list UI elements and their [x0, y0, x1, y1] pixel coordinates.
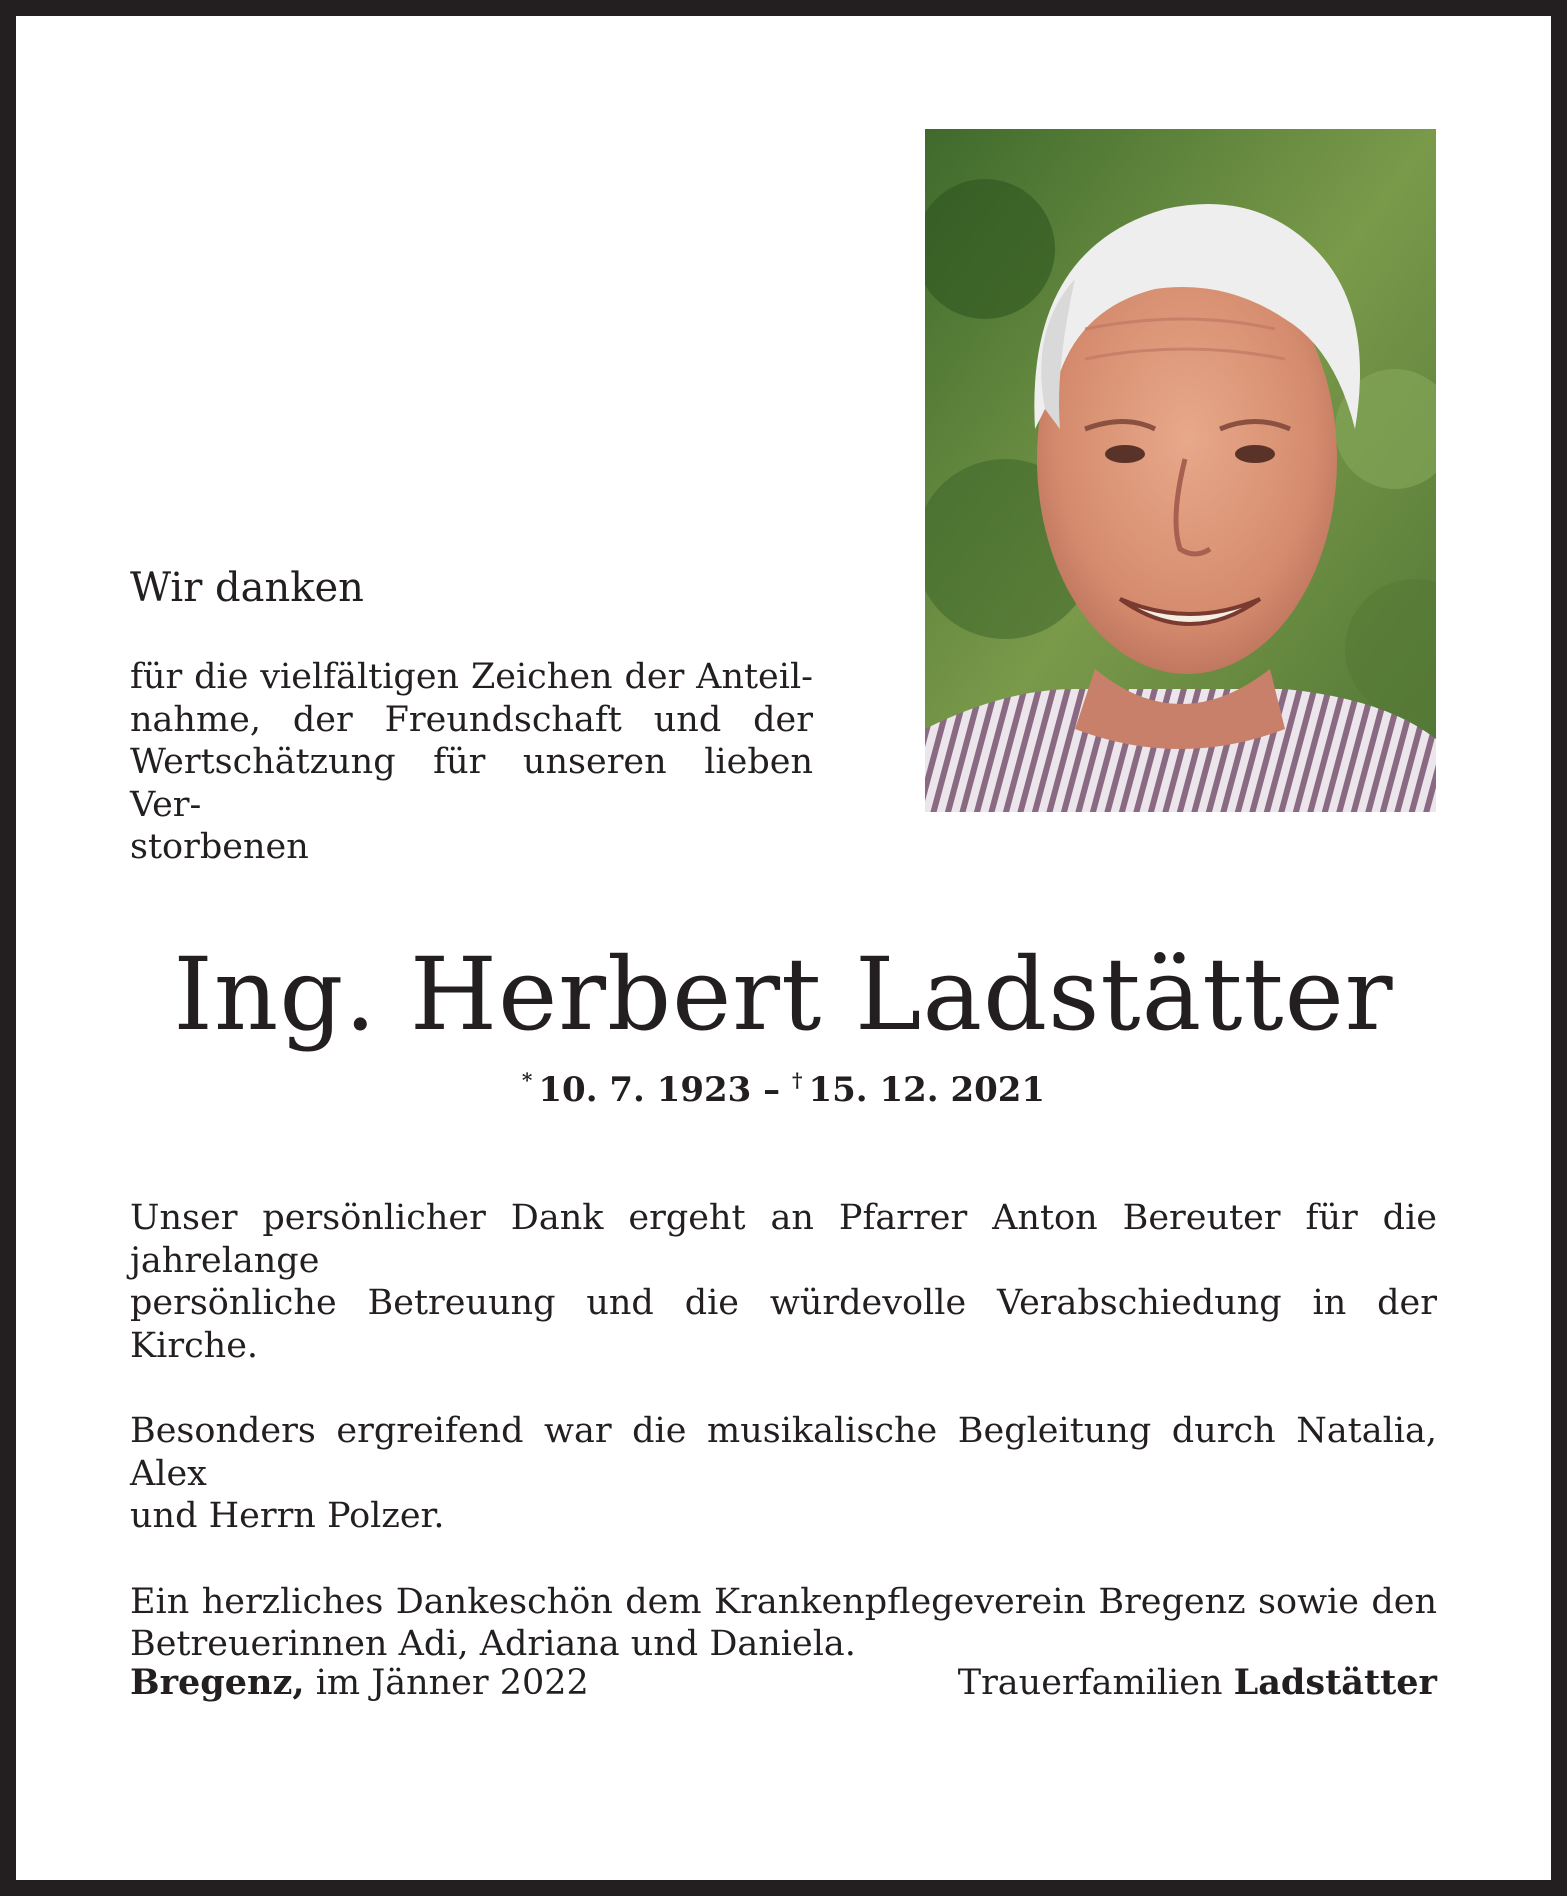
paragraph-line: Besonders ergreifend war die musikalische Begleitung durch Natalia, Alex [130, 1411, 1437, 1494]
thanks-body [130, 1197, 1437, 1709]
death-mark: † [792, 1068, 803, 1092]
footer-place: Bregenz, [130, 1662, 305, 1703]
paragraph-line: Unser persönlicher Dank ergeht an Pfarrer Anton Bereuter für die jahrelange [130, 1198, 1437, 1281]
paragraph-line: und Herrn Polzer. [130, 1496, 445, 1536]
birth-mark: * [521, 1068, 533, 1092]
family-name: Ladstätter [1233, 1662, 1437, 1703]
intro-text [130, 656, 813, 869]
footer-date: im Jänner 2022 [315, 1663, 589, 1703]
intro-line: für die vielfältigen Zeichen der Anteil- [130, 657, 813, 697]
place-and-date [130, 1660, 589, 1706]
intro-line: storbenen [130, 827, 309, 867]
thanks-paragraph [130, 1197, 1437, 1367]
paragraph-line: Betreuerinnen Adi, Adriana und Daniela. [130, 1624, 856, 1664]
date-separator: – [763, 1070, 781, 1110]
thanks-paragraph [130, 1581, 1437, 1666]
intro-block [130, 562, 813, 869]
family-signature [958, 1660, 1437, 1706]
intro-line: nahme, der Freundschaft und der [130, 699, 813, 740]
life-dates [0, 1058, 1567, 1112]
portrait-photo [925, 129, 1436, 812]
portrait-image [925, 129, 1436, 812]
intro-heading: Wir danken [130, 565, 364, 611]
paragraph-line: Ein herzliches Dankeschön dem Krankenpflegeverein Bregenz sowie den [130, 1581, 1437, 1622]
death-date: 15. 12. 2021 [808, 1070, 1046, 1110]
deceased-name: Ing. Herbert Ladstätter [173, 936, 1394, 1053]
birth-date: 10. 7. 1923 [538, 1070, 752, 1110]
thanks-paragraph [130, 1410, 1437, 1538]
family-prefix: Trauerfamilien [957, 1663, 1223, 1703]
paragraph-line: persönliche Betreuung und die würdevolle Verabschiedung in der Kirche. [130, 1283, 1437, 1366]
intro-line: Wertschätzung für unseren lieben Ver- [130, 742, 813, 825]
